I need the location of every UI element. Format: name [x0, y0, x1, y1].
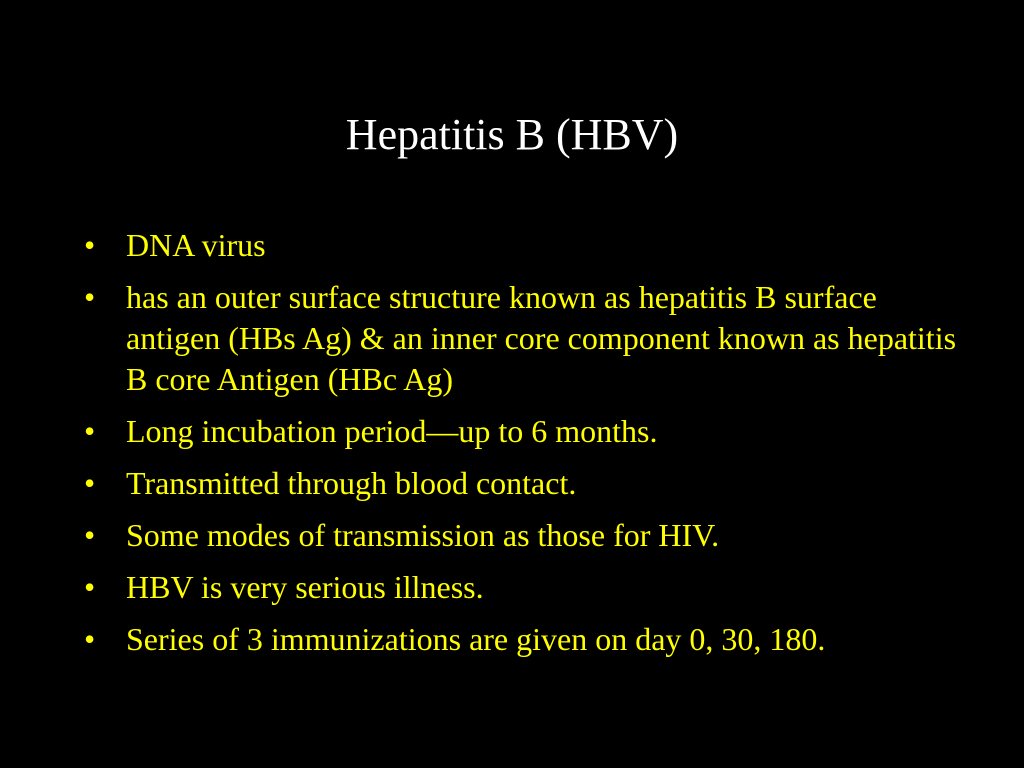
bullet-text: Transmitted through blood contact.: [126, 465, 577, 501]
bullet-text: DNA virus: [126, 227, 266, 263]
bullet-dot-icon: •: [84, 465, 96, 501]
bullet-text: Some modes of transmission as those for HIV.: [126, 517, 720, 553]
bullet-dot-icon: •: [84, 413, 96, 449]
bullet-dot-icon: •: [84, 517, 96, 553]
bullet-text: has an outer surface structure known as hepatitis B surface antigen (HBs Ag) & an inner core component known as hepatitis B core Antigen (HBc Ag): [126, 279, 957, 397]
bullet-item: [84, 277, 964, 400]
bullet-dot-icon: •: [84, 227, 96, 263]
bullet-item: [84, 567, 964, 608]
bullet-item: [84, 619, 964, 660]
slide-title: Hepatitis B (HBV): [345, 110, 679, 159]
bullet-item: [84, 463, 964, 504]
bullet-item: [84, 225, 964, 266]
bullet-dot-icon: •: [84, 621, 96, 657]
bullet-dot-icon: •: [84, 569, 96, 605]
bullet-text: Series of 3 immunizations are given on day 0, 30, 180.: [126, 621, 826, 657]
bullet-item: [84, 515, 964, 556]
bullet-text: Long incubation period—up to 6 months.: [126, 413, 658, 449]
bullet-list: [84, 225, 964, 671]
bullet-dot-icon: •: [84, 279, 96, 315]
bullet-text: HBV is very serious illness.: [126, 569, 484, 605]
bullet-item: [84, 411, 964, 452]
